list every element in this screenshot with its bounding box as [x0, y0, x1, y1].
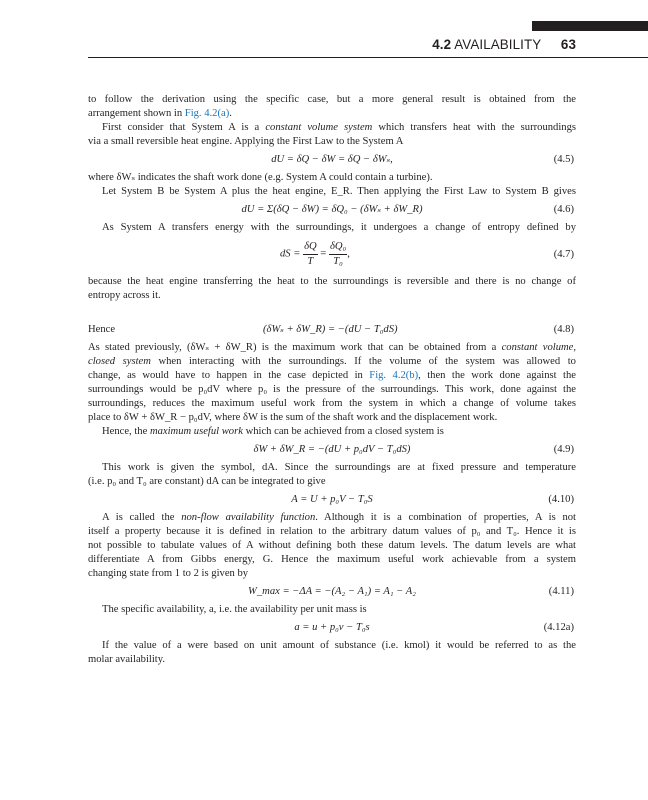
text-line: changing state from 1 to 2 is given by — [88, 568, 249, 579]
text-span: which transfers heat with the surroundings — [372, 122, 577, 133]
text-span: which can be achieved from a closed system is — [242, 426, 444, 437]
text-line — [88, 511, 576, 525]
equation-number: (4.11) — [548, 586, 574, 597]
equation — [88, 153, 576, 167]
text-line: not possible to tabulate values of A without defining both these datum levels. The datum levels are what — [88, 540, 576, 551]
equation-math: a = u + p₀v − T₀s — [294, 622, 370, 633]
text-line — [88, 107, 576, 121]
text-line: entropy across it. — [88, 290, 161, 301]
text-span: Hence, the — [102, 426, 150, 437]
section-title: AVAILABILITY — [454, 37, 542, 52]
fraction — [303, 240, 318, 269]
numerator: δQ — [303, 240, 318, 255]
equation — [88, 323, 576, 337]
text-line — [88, 121, 576, 135]
paragraph — [88, 425, 576, 439]
text-span: First consider that System A is a — [102, 122, 266, 133]
denominator: T — [307, 256, 314, 267]
paragraph — [88, 341, 576, 425]
paragraph — [88, 185, 576, 199]
section-number: 4.2 — [432, 37, 452, 52]
equation-math: dU = δQ − δW = δQ − δWₛ, — [271, 154, 393, 165]
numerator: δQ₀ — [329, 240, 347, 255]
text-line: via a small reversible heat engine. Applying the First Law to the System A — [88, 136, 404, 147]
equation-math: (δWₛ + δW_R) = −(dU − T₀dS) — [263, 324, 398, 335]
equation-number: (4.8) — [553, 324, 574, 335]
equation — [88, 493, 576, 507]
text-line: itself a property because it is defined in relation to the arbitrary datum values of p₀ and T₀. Hence it is — [88, 526, 576, 537]
text-line: differentiate A from Gibbs energy, G. Hence the maximum useful work achievable from a system — [88, 554, 576, 565]
equation-math: A = U + p₀V − T₀S — [291, 494, 373, 505]
equation-math: W_max = −ΔA = −(A₂ − A₁) = A₁ − A₂ — [248, 586, 416, 597]
text-line: because the heat engine transferring the heat to the surroundings is reversible and there is no change of — [88, 276, 576, 287]
paragraph — [88, 461, 576, 489]
equation-math: dS = — [280, 248, 301, 260]
text-line — [88, 355, 576, 369]
text-line: place to δW + δW_R − p₀dV, where δW is the sum of the shaft work and the displacement work. — [88, 412, 498, 423]
paragraph — [88, 511, 576, 581]
text-line: This work is given the symbol, dA. Since the surroundings are at fixed pressure and temperature — [102, 462, 576, 473]
page-body — [88, 93, 576, 667]
text-line: (i.e. p₀ and T₀ are constant) dA can be integrated to give — [88, 476, 326, 487]
equation-number: (4.5) — [553, 154, 574, 165]
equation-number: (4.12a) — [543, 622, 574, 633]
equation — [88, 621, 576, 635]
paragraph — [88, 221, 576, 235]
emphasis: closed system — [88, 356, 151, 367]
equation — [88, 585, 576, 599]
text-span: . — [229, 108, 232, 119]
text-line: molar availability. — [88, 654, 165, 665]
emphasis: maximum useful work — [149, 426, 243, 437]
text-span: change, as would have to happen in the case depicted in — [88, 370, 370, 381]
fraction-equation — [280, 240, 350, 269]
text-span: . Although it is a combination of properties, A is not — [315, 512, 576, 523]
text-line — [88, 369, 576, 383]
text-line: surroundings, reduces the maximum useful work from the system in which a change of volume takes — [88, 398, 576, 409]
paragraph — [88, 275, 576, 303]
text-line — [88, 425, 576, 439]
emphasis: constant volume, — [501, 342, 576, 353]
running-header — [432, 37, 576, 52]
fraction — [329, 240, 347, 269]
equation-number: (4.6) — [553, 204, 574, 215]
paragraph — [88, 93, 576, 121]
figure-link[interactable]: Fig. 4.2(b) — [369, 370, 419, 381]
equation — [88, 443, 576, 457]
text-span: As stated previously, (δWₛ + δW_R) is the maximum work that can be obtained from a — [88, 342, 502, 353]
equals-sign: = — [320, 248, 327, 260]
denominator: T₀ — [333, 256, 343, 267]
paragraph — [88, 639, 576, 667]
paragraph — [88, 603, 576, 617]
equation-math: δW + δW_R = −(dU + p₀dV − T₀dS) — [253, 444, 411, 455]
equation-number: (4.7) — [553, 249, 574, 260]
text-line: surroundings would be p₀dV where p₀ is the pressure of the surroundings. This work, done against the — [88, 384, 576, 395]
text-span: arrangement shown in — [88, 108, 185, 119]
equation — [88, 239, 576, 271]
paragraph — [88, 121, 576, 149]
figure-link[interactable]: Fig. 4.2(a) — [184, 108, 230, 119]
text-line: If the value of a were based on unit amount of substance (i.e. kmol) it would be referred to as the — [102, 640, 576, 651]
text-line: As System A transfers energy with the surroundings, it undergoes a change of entropy defined by — [102, 222, 576, 233]
header-bar — [532, 21, 648, 31]
text-span: A is called the — [102, 512, 182, 523]
equation-number: (4.9) — [553, 444, 574, 455]
emphasis: non-flow availability function — [181, 512, 316, 523]
text-span: , then the work done against the — [418, 370, 576, 381]
equation-number: (4.10) — [548, 494, 574, 505]
text-line: The specific availability, a, i.e. the availability per unit mass is — [102, 604, 367, 615]
text-line: where δWₛ indicates the shaft work done (e.g. System A could contain a turbine). — [88, 172, 433, 183]
text-span: when interacting with the surroundings. If the volume of the system was allowed to — [150, 356, 576, 367]
equation — [88, 203, 576, 217]
emphasis: constant volume system — [265, 122, 373, 133]
text-line: to follow the derivation using the specific case, but a more general result is obtained from the — [88, 94, 576, 105]
page-number: 63 — [560, 37, 576, 52]
text-line — [88, 341, 576, 355]
header-rule — [88, 57, 648, 58]
paragraph — [88, 171, 576, 185]
text-line: Let System B be System A plus the heat engine, E_R. Then applying the First Law to System B gives — [102, 186, 576, 197]
equation-label: Hence — [88, 324, 116, 335]
punctuation: , — [347, 248, 350, 260]
equation-math: dU = Σ(δQ − δW) = δQ₀ − (δWₛ + δW_R) — [241, 204, 423, 215]
